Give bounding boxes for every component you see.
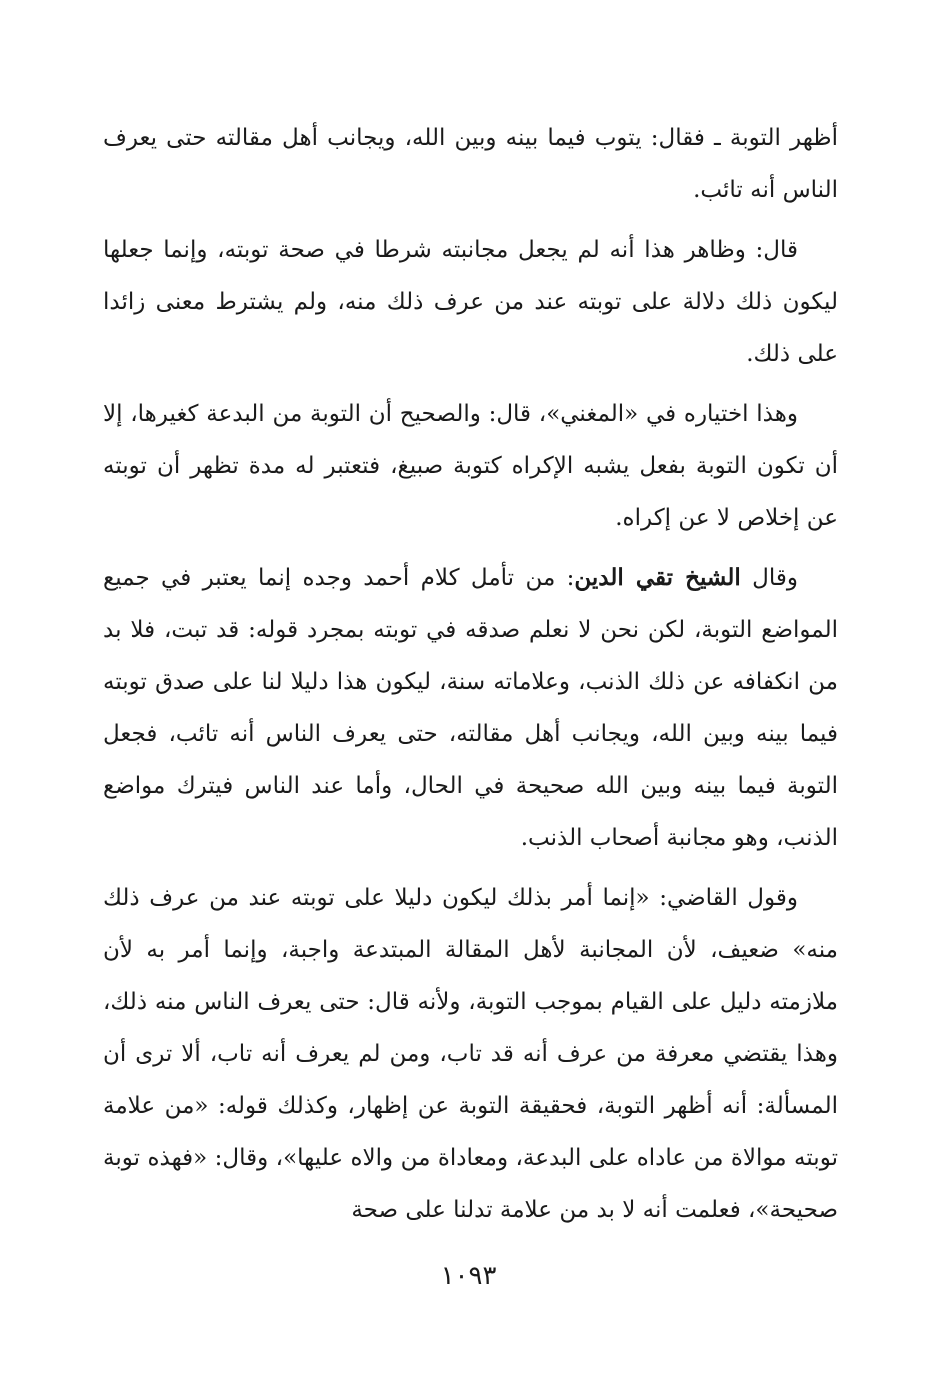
paragraph-3-text: وهذا اختياره في «المغني»، قال: والصحيح أن التوبة من البدعة كغيرها، إلا أن تكون التوبة بفعل يشبه الإكراه كتوبة صبيغ، فتعتبر له مدة تظهر أن توبته عن إخلاص لا عن إكراه. bbox=[103, 401, 838, 531]
paragraph-4-text-start: وقال bbox=[740, 565, 798, 591]
paragraph-5 bbox=[103, 872, 838, 1236]
paragraph-2 bbox=[103, 224, 838, 380]
paragraph-3 bbox=[103, 388, 838, 544]
paragraph-1-text: أظهر التوبة ـ فقال: يتوب فيما بينه وبين الله، ويجانب أهل مقالته حتى يعرف الناس أنه تائب. bbox=[103, 125, 838, 203]
page-number: ١٠٩٣ bbox=[440, 1261, 497, 1291]
paragraph-4-text-rest: : من تأمل كلام أحمد وجده إنما يعتبر في جميع المواضع التوبة، لكن نحن لا نعلم صدقه في توبته بمجرد قوله: قد تبت، فلا بد من انكفافه عن ذلك الذنب، وعلاماته سنة، ليكون هذا دليلا لنا على صدق توبته فيما بينه وبين الله، ويجانب أهل مقالته، حتى يعرف الناس أنه تائب، فجعل التوبة فيما بينه وبين الله صحيحة في الحال، وأما عند الناس فيترك مواضع الذنب، وهو مجانبة أصحاب الذنب. bbox=[103, 565, 838, 851]
paragraph-1 bbox=[103, 112, 838, 216]
body-text bbox=[103, 112, 838, 1244]
paragraph-5-text: وقول القاضي: «إنما أمر بذلك ليكون دليلا على توبته عند من عرف ذلك منه» ضعيف، لأن المجانبة لأهل المقالة المبتدعة واجبة، وإنما أمر به لأن ملازمته دليل على القيام بموجب التوبة، ولأنه قال: حتى يعرف الناس منه ذلك، وهذا يقتضي معرفة من عرف أنه قد تاب، ومن لم يعرف أنه تاب، ألا ترى أن المسألة: أنه أظهر التوبة، فحقيقة التوبة عن إظهار، وكذلك قوله: «من علامة توبته موالاة من عاداه على البدعة، ومعاداة من والاه عليها»، وقال: «فهذه توبة صحيحة»، فعلمت أنه لا بد من علامة تدلنا على صحة bbox=[103, 885, 838, 1223]
paragraph-4-scholar-name: الشيخ تقي الدين bbox=[574, 564, 741, 591]
paragraph-2-text: قال: وظاهر هذا أنه لم يجعل مجانبته شرطا في صحة توبته، وإنما جعلها ليكون ذلك دلالة على توبته عند من عرف ذلك منه، ولم يشترط معنى زائدا على ذلك. bbox=[103, 237, 838, 367]
paragraph-4 bbox=[103, 552, 838, 864]
